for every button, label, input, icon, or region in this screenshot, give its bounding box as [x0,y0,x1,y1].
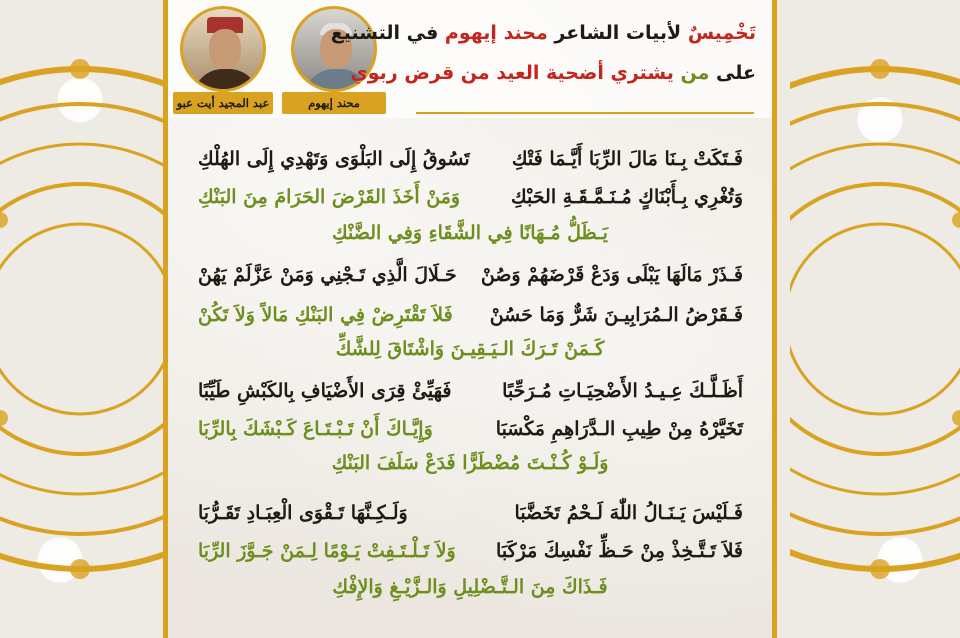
left-mandala-ornament [0,0,170,638]
verse [198,374,743,408]
verse-second-half: فَلاَ تَقْتَرِضْ فِي البَنْكِ مَالاً وَلاَ تَكُنْ [198,304,453,326]
verse-first-half: وَتُغْرِي بِـأَبْنَاكٍ مُـنَـمَّـقَـةِ الحَبْكِ [511,186,743,208]
verse-first-half: فَـذَرْ مَالَهَا يَبْلَى وَدَعْ قَرْضَهُمْ وَصُنْ [480,264,743,286]
verse-first-half: فَـتَكَتْ بِـنَا مَالَ الرِّبَا أَيَّـمَا فَتْكِ [511,148,743,170]
verse-first-half: فَلاَ تَـتَّـخِذْ مِنْ حَـظِّ نَفْسِكَ مَرْكَبَا [496,540,743,562]
poem [168,118,772,638]
verse [198,412,743,446]
verse-second-half: وَلاَ تَـلْـتَـفِتْ يَـوْمًا لِـمَنْ جَـوَّزَ الرِّبَا [198,540,456,562]
refrain-line: فَـذَاكَ مِنَ الـتَّـضْلِيلِ وَالـزَّيْـغِ وَالإِفْكِ [332,576,608,598]
verse [198,142,743,176]
verse-first-half: تَخَيَّرْهُ مِنْ طِيبِ الـدَّرَاهِمِ مَكْسَبَا [495,418,743,440]
header-divider [416,112,754,114]
verse-second-half: فَهَيِّئْ قِرَى الأَضْيَافِ بِالكَبْشِ طَيِّبًا [198,380,452,402]
title-suffix: في التشنيع [330,22,439,44]
header [168,0,772,118]
title-middle: لأبيات الشاعر [554,22,682,44]
verse-first-half: فَـلَيْسَ يَـنَـالُ اللّٰهَ لَـحْمُ تَخَضَّبَا [514,502,743,524]
title-prefix: تَخْمِيسٌ [687,22,756,44]
refrain-line: كَـمَنْ تَـرَكَ الـيَـقِيـنَ وَاشْتَاقَ لِلشَّكِّ [335,338,605,360]
subtitle-word-1: على [716,62,756,84]
refrain-line: وَلَـوْ كُـنْـتَ مُضْطَرًّا فَدَعْ سَلَفَ البَنْكِ [331,452,609,474]
reciter-caption: عبد المجيد أيت عبو [173,92,273,114]
verse-second-half: وَمَنْ أَخَذَ القَرْضَ الحَرَامَ مِنَ البَنْكِ [198,186,461,208]
right-mandala-ornament [790,0,960,638]
face [209,29,241,69]
reciter-photo [180,6,266,92]
verse-second-half: وَلَـكِـنَّهَا تَـقْوَى الْعِبَـادِ تَقَـرُّبَا [198,502,408,524]
title-line-1 [331,22,756,44]
poet-caption: محند إيهوم [282,92,386,114]
body [193,69,259,92]
verse-first-half: أَظَـلَّـكَ عِـيـدُ الأَضْحِيَـاتِ مُـرَحِّبًا [502,380,743,402]
verse [198,180,743,214]
verse [198,496,743,530]
verse-first-half: فَـقَرْضُ الـمُرَابِيـنَ شَرٌّ وَمَا حَسُنْ [489,304,743,326]
verse-second-half: تَسُوقُ إِلَى البَلْوَى وَتَهْدِي إِلَى الهُلْكِ [198,148,470,170]
verse [198,258,743,292]
subtitle-word-2: من [680,62,710,84]
verse-second-half: وَإِيَّـاكَ أَنْ تَـبْـتَـاعَ كَـبْشَكَ بِالرِّبَا [198,418,433,440]
title-poet-name: محند إيهوم [444,22,548,44]
poem-panel [163,0,777,638]
verse-second-half: حَـلَالَ الَّذِي تَـجْنِي وَمَنْ عَزَّلَمْ يَهُنْ [198,264,457,286]
verse [198,298,743,332]
refrain-line: يَـظَلُّ مُـهَانًا فِي الشَّقَاءِ وَفِي الضَّنْكِ [332,222,608,244]
verse [198,534,743,568]
title-line-2 [350,62,756,84]
subtitle-rest: يشتري أضحية العيد من قرض ربوي [350,62,674,84]
